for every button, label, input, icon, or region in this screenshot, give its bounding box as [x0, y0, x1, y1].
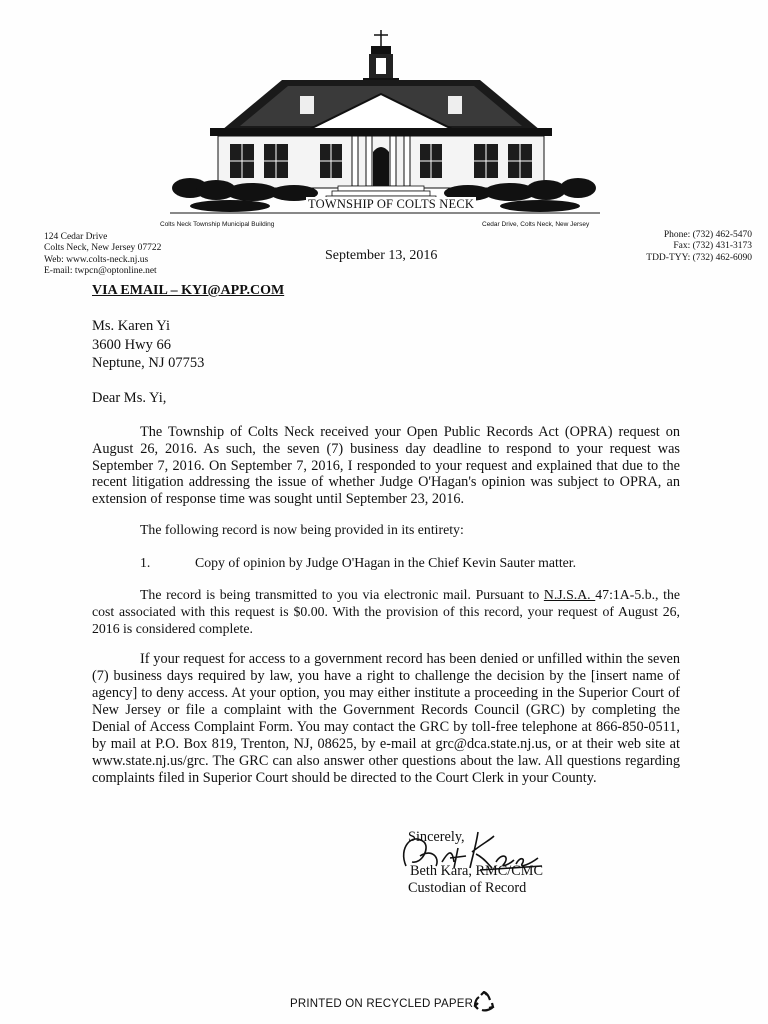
tdd-number: TDD-TYY: (732) 462-6090 — [646, 252, 752, 263]
recipient-street: 3600 Hwy 66 — [92, 336, 171, 353]
township-name: TOWNSHIP OF COLTS NECK — [308, 197, 475, 211]
record-intro-paragraph: The following record is now being provided in its entirety: — [140, 522, 464, 537]
delivery-method-heading: VIA EMAIL – KYI@APP.COM — [92, 283, 285, 298]
address-caption: Cedar Drive, Colts Neck, New Jersey — [482, 221, 590, 228]
address-city: Colts Neck, New Jersey 07722 — [44, 243, 162, 254]
signer-title: Custodian of Record — [408, 880, 527, 896]
handwritten-signature — [392, 818, 552, 878]
website-text: Web: www.colts-neck.nj.us — [44, 254, 149, 265]
letter-date: September 13, 2016 — [325, 248, 438, 263]
transmission-text-end: 47:1A-5.b., the cost associated with this request is $0.00. With the provision of this record, your request of August 26, 2016 is considered complete. — [92, 587, 680, 636]
building-caption: Colts Neck Township Municipal Building — [160, 221, 275, 228]
email-text: E-mail: twpcn@optonline.net — [44, 265, 157, 276]
appeal-rights-paragraph: If your request for access to a government record has been denied or unfilled within the seven (7) business days required by law, you have a right to challenge the decision by the [insert name of agency] to deny access. At your option, you may either institute a proceeding in the Superior Court of New Jersey or file a complaint with the Government Records Council (GRC) by completing the Denial of Access Complaint Form. You may contact the GRC by toll-free telephone at 866-850-0511, by mail at P.O. Box 819, Trenton, NJ, 08625, by e-mail at grc@dca.state.nj.us, or at their web site at www.state.nj.us/grc. The GRC can also answer other questions about the law. All questions regarding complaints filed in Superior Court should be directed to the Court Clerk in your County. — [92, 651, 680, 786]
body-paragraph — [92, 587, 680, 637]
body-paragraph — [92, 651, 680, 787]
transmission-paragraph — [92, 587, 680, 637]
signer-name: Beth Kara, RMC/CMC — [410, 863, 544, 879]
record-list-item — [92, 555, 680, 571]
statute-reference: N.J.S.A. — [543, 587, 596, 602]
contact-address-block — [44, 232, 161, 277]
salutation: Dear Ms. Yi, — [92, 390, 167, 406]
phone-number: Phone: (732) 462-5470 — [663, 230, 752, 240]
list-number: 1. — [140, 555, 151, 570]
opra-request-paragraph: The Township of Colts Neck received your Open Public Records Act (OPRA) request on August 26, 2016. As such, the seven (7) business day deadline to respond to your request was September 7, 2016. On September 7, 2016, I responded to your request and explained that due to the recent litigation addressing the issue of whether Judge O'Hagan's opinion was subject to OPRA, an extension of response time was sought until September 23, 2016. — [92, 424, 680, 508]
recycled-paper-notice: PRINTED ON RECYCLED PAPER — [290, 998, 474, 1010]
contact-phone-block — [646, 230, 752, 264]
recipient-address — [92, 317, 204, 373]
body-paragraph — [92, 424, 680, 508]
recipient-name: Ms. Karen Yi — [92, 318, 170, 334]
address-street: 124 Cedar Drive — [44, 232, 108, 242]
closing-word: Sincerely, — [408, 829, 465, 845]
recycle-icon — [473, 991, 495, 1013]
body-paragraph — [92, 522, 680, 538]
fax-number: Fax: (732) 431-3173 — [673, 241, 752, 252]
list-item-text: Copy of opinion by Judge O'Hagan in the Chief Kevin Sauter matter. — [195, 555, 577, 570]
recipient-city: Neptune, NJ 07753 — [92, 355, 205, 371]
transmission-text-start: The record is being transmitted to you via electronic mail. Pursuant to — [140, 587, 544, 602]
